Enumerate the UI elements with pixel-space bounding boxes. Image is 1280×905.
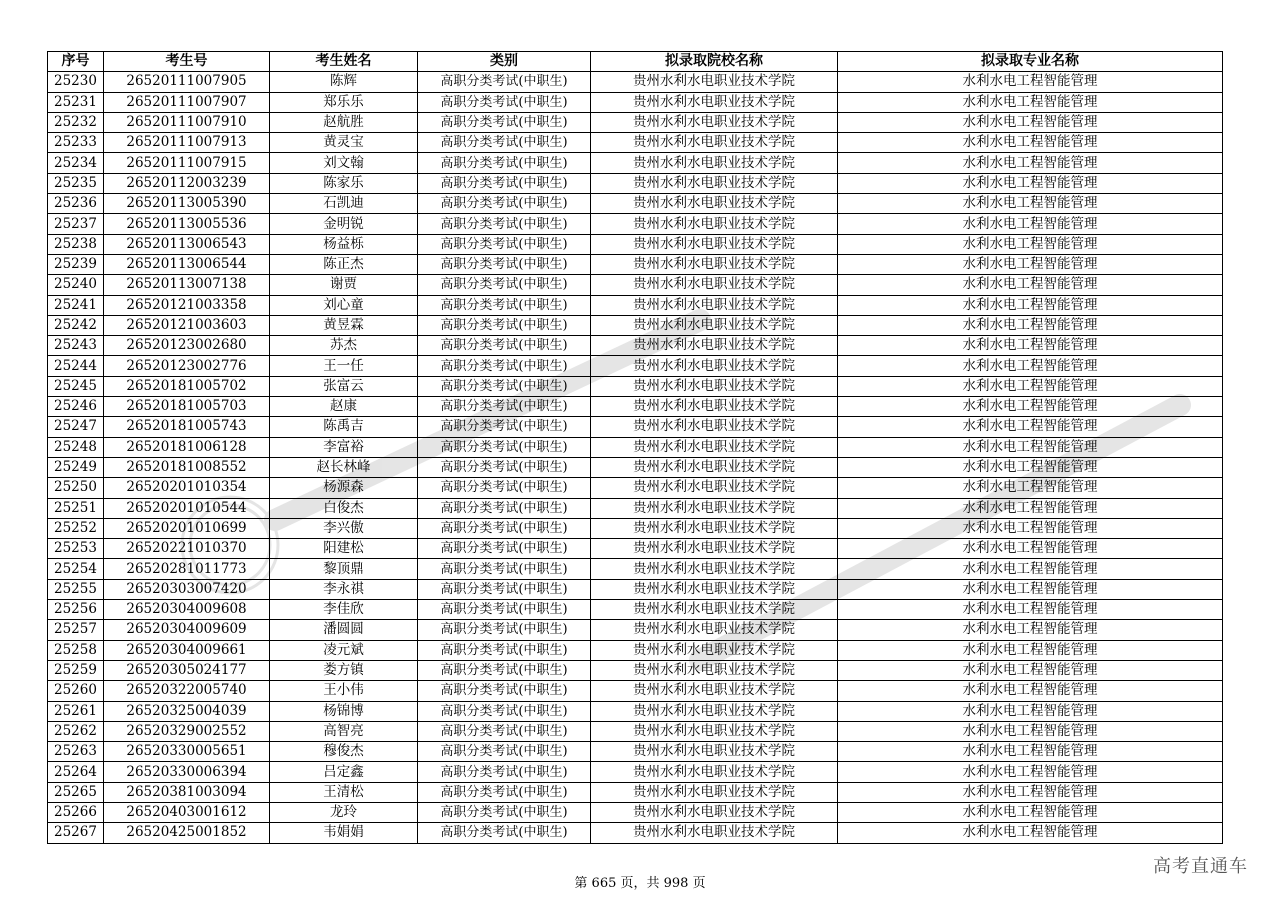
cell-exam-id: 26520403001612 (104, 802, 270, 822)
cell-name: 黎顶鼎 (270, 559, 418, 579)
cell-exam-id: 26520381003094 (104, 782, 270, 802)
cell-exam-id: 26520181006128 (104, 437, 270, 457)
cell-name: 韦娟娟 (270, 823, 418, 843)
cell-seq: 25237 (48, 214, 104, 234)
cell-exam-id: 26520181005702 (104, 376, 270, 396)
cell-category: 高职分类考试(中职生) (418, 762, 591, 782)
table-row (48, 742, 1223, 762)
cell-category: 高职分类考试(中职生) (418, 112, 591, 132)
cell-exam-id: 26520425001852 (104, 823, 270, 843)
table-row (48, 72, 1223, 92)
cell-major: 水利水电工程智能管理 (838, 762, 1223, 782)
cell-school: 贵州水利水电职业技术学院 (591, 640, 838, 660)
cell-school: 贵州水利水电职业技术学院 (591, 600, 838, 620)
table-row (48, 640, 1223, 660)
cell-school: 贵州水利水电职业技术学院 (591, 356, 838, 376)
cell-name: 郑乐乐 (270, 92, 418, 112)
cell-major: 水利水电工程智能管理 (838, 660, 1223, 680)
cell-major: 水利水电工程智能管理 (838, 417, 1223, 437)
cell-exam-id: 26520113007138 (104, 275, 270, 295)
cell-seq: 25259 (48, 660, 104, 680)
cell-school: 贵州水利水电职业技术学院 (591, 539, 838, 559)
table-row (48, 92, 1223, 112)
cell-seq: 25244 (48, 356, 104, 376)
cell-seq: 25232 (48, 112, 104, 132)
header-name: 考生姓名 (270, 52, 418, 72)
cell-major: 水利水电工程智能管理 (838, 823, 1223, 843)
table-row (48, 660, 1223, 680)
cell-category: 高职分类考试(中职生) (418, 660, 591, 680)
table-row (48, 600, 1223, 620)
cell-major: 水利水电工程智能管理 (838, 782, 1223, 802)
cell-school: 贵州水利水电职业技术学院 (591, 721, 838, 741)
cell-category: 高职分类考试(中职生) (418, 681, 591, 701)
cell-exam-id: 26520113006543 (104, 234, 270, 254)
cell-exam-id: 26520281011773 (104, 559, 270, 579)
cell-exam-id: 26520123002776 (104, 356, 270, 376)
cell-category: 高职分类考试(中职生) (418, 518, 591, 538)
cell-name: 赵长林峰 (270, 457, 418, 477)
cell-seq: 25240 (48, 275, 104, 295)
table-row (48, 336, 1223, 356)
cell-major: 水利水电工程智能管理 (838, 336, 1223, 356)
cell-seq: 25250 (48, 478, 104, 498)
cell-category: 高职分类考试(中职生) (418, 437, 591, 457)
cell-school: 贵州水利水电职业技术学院 (591, 153, 838, 173)
cell-category: 高职分类考试(中职生) (418, 640, 591, 660)
cell-seq: 25236 (48, 194, 104, 214)
cell-major: 水利水电工程智能管理 (838, 539, 1223, 559)
cell-school: 贵州水利水电职业技术学院 (591, 823, 838, 843)
cell-exam-id: 26520181005703 (104, 397, 270, 417)
cell-exam-id: 26520201010544 (104, 498, 270, 518)
cell-major: 水利水电工程智能管理 (838, 397, 1223, 417)
cell-major: 水利水电工程智能管理 (838, 356, 1223, 376)
cell-name: 赵康 (270, 397, 418, 417)
table-row (48, 417, 1223, 437)
cell-category: 高职分类考试(中职生) (418, 457, 591, 477)
table-row (48, 802, 1223, 822)
cell-category: 高职分类考试(中职生) (418, 701, 591, 721)
cell-seq: 25248 (48, 437, 104, 457)
cell-school: 贵州水利水电职业技术学院 (591, 457, 838, 477)
cell-exam-id: 26520181008552 (104, 457, 270, 477)
table-row (48, 376, 1223, 396)
cell-seq: 25231 (48, 92, 104, 112)
cell-seq: 25249 (48, 457, 104, 477)
cell-seq: 25245 (48, 376, 104, 396)
cell-name: 高智亮 (270, 721, 418, 741)
table-row (48, 762, 1223, 782)
cell-school: 贵州水利水电职业技术学院 (591, 397, 838, 417)
cell-category: 高职分类考试(中职生) (418, 742, 591, 762)
cell-category: 高职分类考试(中职生) (418, 782, 591, 802)
cell-seq: 25247 (48, 417, 104, 437)
cell-major: 水利水电工程智能管理 (838, 133, 1223, 153)
table-row (48, 539, 1223, 559)
cell-exam-id: 26520181005743 (104, 417, 270, 437)
cell-category: 高职分类考试(中职生) (418, 173, 591, 193)
cell-school: 贵州水利水电职业技术学院 (591, 782, 838, 802)
cell-exam-id: 26520304009661 (104, 640, 270, 660)
cell-name: 阳建松 (270, 539, 418, 559)
cell-major: 水利水电工程智能管理 (838, 559, 1223, 579)
cell-name: 杨锦博 (270, 701, 418, 721)
table-row (48, 214, 1223, 234)
cell-category: 高职分类考试(中职生) (418, 417, 591, 437)
cell-name: 王小伟 (270, 681, 418, 701)
cell-seq: 25264 (48, 762, 104, 782)
table-row (48, 173, 1223, 193)
header-category: 类别 (418, 52, 591, 72)
cell-category: 高职分类考试(中职生) (418, 254, 591, 274)
cell-major: 水利水电工程智能管理 (838, 194, 1223, 214)
cell-category: 高职分类考试(中职生) (418, 295, 591, 315)
cell-major: 水利水电工程智能管理 (838, 437, 1223, 457)
table-row (48, 315, 1223, 335)
cell-category: 高职分类考试(中职生) (418, 478, 591, 498)
cell-school: 贵州水利水电职业技术学院 (591, 701, 838, 721)
cell-seq: 25256 (48, 600, 104, 620)
table-row (48, 478, 1223, 498)
cell-school: 贵州水利水电职业技术学院 (591, 376, 838, 396)
cell-name: 李兴傲 (270, 518, 418, 538)
cell-school: 贵州水利水电职业技术学院 (591, 579, 838, 599)
cell-seq: 25239 (48, 254, 104, 274)
cell-category: 高职分类考试(中职生) (418, 397, 591, 417)
table-row (48, 275, 1223, 295)
cell-seq: 25251 (48, 498, 104, 518)
cell-major: 水利水电工程智能管理 (838, 620, 1223, 640)
cell-exam-id: 26520121003358 (104, 295, 270, 315)
cell-seq: 25261 (48, 701, 104, 721)
cell-name: 吕定鑫 (270, 762, 418, 782)
cell-exam-id: 26520113005536 (104, 214, 270, 234)
table-row (48, 701, 1223, 721)
table-row (48, 579, 1223, 599)
cell-major: 水利水电工程智能管理 (838, 315, 1223, 335)
cell-category: 高职分类考试(中职生) (418, 234, 591, 254)
cell-name: 黄昱霖 (270, 315, 418, 335)
cell-category: 高职分类考试(中职生) (418, 275, 591, 295)
cell-major: 水利水电工程智能管理 (838, 275, 1223, 295)
cell-name: 李富裕 (270, 437, 418, 457)
cell-exam-id: 26520329002552 (104, 721, 270, 741)
cell-major: 水利水电工程智能管理 (838, 498, 1223, 518)
cell-seq: 25238 (48, 234, 104, 254)
cell-name: 李佳欣 (270, 600, 418, 620)
cell-school: 贵州水利水电职业技术学院 (591, 498, 838, 518)
cell-school: 贵州水利水电职业技术学院 (591, 518, 838, 538)
cell-seq: 25242 (48, 315, 104, 335)
table-row (48, 194, 1223, 214)
cell-school: 贵州水利水电职业技术学院 (591, 275, 838, 295)
cell-school: 贵州水利水电职业技术学院 (591, 133, 838, 153)
cell-exam-id: 26520111007910 (104, 112, 270, 132)
cell-name: 赵航胜 (270, 112, 418, 132)
cell-school: 贵州水利水电职业技术学院 (591, 620, 838, 640)
cell-category: 高职分类考试(中职生) (418, 600, 591, 620)
table-row (48, 112, 1223, 132)
cell-school: 贵州水利水电职业技术学院 (591, 478, 838, 498)
cell-major: 水利水电工程智能管理 (838, 234, 1223, 254)
cell-school: 贵州水利水电职业技术学院 (591, 417, 838, 437)
admission-table-container (47, 51, 1222, 844)
cell-school: 贵州水利水电职业技术学院 (591, 762, 838, 782)
cell-category: 高职分类考试(中职生) (418, 336, 591, 356)
cell-exam-id: 26520330005651 (104, 742, 270, 762)
table-row (48, 234, 1223, 254)
cell-seq: 25255 (48, 579, 104, 599)
cell-name: 陈禹吉 (270, 417, 418, 437)
cell-exam-id: 26520305024177 (104, 660, 270, 680)
cell-school: 贵州水利水电职业技术学院 (591, 72, 838, 92)
cell-exam-id: 26520304009608 (104, 600, 270, 620)
cell-name: 白俊杰 (270, 498, 418, 518)
cell-major: 水利水电工程智能管理 (838, 295, 1223, 315)
cell-major: 水利水电工程智能管理 (838, 802, 1223, 822)
table-row (48, 721, 1223, 741)
cell-major: 水利水电工程智能管理 (838, 742, 1223, 762)
cell-name: 王一任 (270, 356, 418, 376)
cell-category: 高职分类考试(中职生) (418, 133, 591, 153)
admission-table (47, 51, 1223, 844)
cell-major: 水利水电工程智能管理 (838, 701, 1223, 721)
cell-seq: 25260 (48, 681, 104, 701)
cell-major: 水利水电工程智能管理 (838, 721, 1223, 741)
cell-name: 金明锐 (270, 214, 418, 234)
cell-category: 高职分类考试(中职生) (418, 356, 591, 376)
cell-school: 贵州水利水电职业技术学院 (591, 234, 838, 254)
cell-school: 贵州水利水电职业技术学院 (591, 112, 838, 132)
cell-major: 水利水电工程智能管理 (838, 92, 1223, 112)
cell-major: 水利水电工程智能管理 (838, 254, 1223, 274)
table-row (48, 518, 1223, 538)
cell-exam-id: 26520121003603 (104, 315, 270, 335)
cell-exam-id: 26520111007915 (104, 153, 270, 173)
cell-school: 贵州水利水电职业技术学院 (591, 173, 838, 193)
cell-exam-id: 26520330006394 (104, 762, 270, 782)
table-row (48, 254, 1223, 274)
cell-major: 水利水电工程智能管理 (838, 600, 1223, 620)
cell-school: 贵州水利水电职业技术学院 (591, 194, 838, 214)
cell-category: 高职分类考试(中职生) (418, 153, 591, 173)
cell-seq: 25254 (48, 559, 104, 579)
header-seq: 序号 (48, 52, 104, 72)
cell-seq: 25267 (48, 823, 104, 843)
cell-category: 高职分类考试(中职生) (418, 823, 591, 843)
cell-major: 水利水电工程智能管理 (838, 214, 1223, 234)
cell-seq: 25257 (48, 620, 104, 640)
cell-exam-id: 26520111007913 (104, 133, 270, 153)
table-row (48, 457, 1223, 477)
cell-major: 水利水电工程智能管理 (838, 153, 1223, 173)
table-row (48, 782, 1223, 802)
cell-major: 水利水电工程智能管理 (838, 518, 1223, 538)
table-row (48, 620, 1223, 640)
table-row (48, 133, 1223, 153)
cell-exam-id: 26520201010699 (104, 518, 270, 538)
cell-category: 高职分类考试(中职生) (418, 214, 591, 234)
table-row (48, 397, 1223, 417)
header-exam-id: 考生号 (104, 52, 270, 72)
cell-name: 杨源森 (270, 478, 418, 498)
cell-category: 高职分类考试(中职生) (418, 376, 591, 396)
cell-exam-id: 26520221010370 (104, 539, 270, 559)
table-row (48, 153, 1223, 173)
cell-seq: 25241 (48, 295, 104, 315)
cell-name: 刘文翰 (270, 153, 418, 173)
cell-exam-id: 26520303007420 (104, 579, 270, 599)
cell-name: 陈家乐 (270, 173, 418, 193)
cell-major: 水利水电工程智能管理 (838, 681, 1223, 701)
cell-seq: 25253 (48, 539, 104, 559)
table-row (48, 681, 1223, 701)
cell-name: 王清松 (270, 782, 418, 802)
table-header-row (48, 52, 1223, 72)
cell-major: 水利水电工程智能管理 (838, 640, 1223, 660)
cell-category: 高职分类考试(中职生) (418, 194, 591, 214)
cell-seq: 25266 (48, 802, 104, 822)
cell-exam-id: 26520123002680 (104, 336, 270, 356)
cell-seq: 25234 (48, 153, 104, 173)
cell-exam-id: 26520201010354 (104, 478, 270, 498)
cell-major: 水利水电工程智能管理 (838, 173, 1223, 193)
cell-name: 刘心童 (270, 295, 418, 315)
cell-school: 贵州水利水电职业技术学院 (591, 802, 838, 822)
cell-exam-id: 26520113005390 (104, 194, 270, 214)
brand-label: 高考直通车 (1153, 856, 1248, 877)
cell-exam-id: 26520112003239 (104, 173, 270, 193)
cell-name: 苏杰 (270, 336, 418, 356)
cell-name: 娄方镇 (270, 660, 418, 680)
cell-name: 黄灵宝 (270, 133, 418, 153)
cell-seq: 25243 (48, 336, 104, 356)
table-row (48, 356, 1223, 376)
cell-category: 高职分类考试(中职生) (418, 559, 591, 579)
cell-school: 贵州水利水电职业技术学院 (591, 214, 838, 234)
cell-category: 高职分类考试(中职生) (418, 92, 591, 112)
table-row (48, 823, 1223, 843)
cell-exam-id: 26520113006544 (104, 254, 270, 274)
cell-school: 贵州水利水电职业技术学院 (591, 559, 838, 579)
table-row (48, 295, 1223, 315)
cell-name: 李永祺 (270, 579, 418, 599)
cell-category: 高职分类考试(中职生) (418, 579, 591, 599)
cell-category: 高职分类考试(中职生) (418, 802, 591, 822)
cell-name: 凌元斌 (270, 640, 418, 660)
cell-major: 水利水电工程智能管理 (838, 579, 1223, 599)
cell-school: 贵州水利水电职业技术学院 (591, 295, 838, 315)
cell-school: 贵州水利水电职业技术学院 (591, 315, 838, 335)
cell-seq: 25246 (48, 397, 104, 417)
cell-exam-id: 26520304009609 (104, 620, 270, 640)
cell-school: 贵州水利水电职业技术学院 (591, 437, 838, 457)
cell-school: 贵州水利水电职业技术学院 (591, 254, 838, 274)
cell-exam-id: 26520325004039 (104, 701, 270, 721)
cell-category: 高职分类考试(中职生) (418, 721, 591, 741)
cell-name: 潘圆圆 (270, 620, 418, 640)
cell-name: 陈正杰 (270, 254, 418, 274)
table-row (48, 498, 1223, 518)
cell-name: 穆俊杰 (270, 742, 418, 762)
cell-category: 高职分类考试(中职生) (418, 72, 591, 92)
cell-major: 水利水电工程智能管理 (838, 478, 1223, 498)
cell-seq: 25233 (48, 133, 104, 153)
cell-school: 贵州水利水电职业技术学院 (591, 92, 838, 112)
cell-seq: 25262 (48, 721, 104, 741)
header-school: 拟录取院校名称 (591, 52, 838, 72)
cell-exam-id: 26520111007905 (104, 72, 270, 92)
cell-seq: 25230 (48, 72, 104, 92)
cell-school: 贵州水利水电职业技术学院 (591, 336, 838, 356)
header-major: 拟录取专业名称 (838, 52, 1223, 72)
cell-school: 贵州水利水电职业技术学院 (591, 660, 838, 680)
cell-exam-id: 26520322005740 (104, 681, 270, 701)
cell-major: 水利水电工程智能管理 (838, 72, 1223, 92)
page-footer: 第 665 页，共 998 页 (574, 876, 706, 891)
cell-name: 陈辉 (270, 72, 418, 92)
cell-name: 张富云 (270, 376, 418, 396)
cell-name: 谢贾 (270, 275, 418, 295)
cell-category: 高职分类考试(中职生) (418, 539, 591, 559)
cell-major: 水利水电工程智能管理 (838, 457, 1223, 477)
cell-exam-id: 26520111007907 (104, 92, 270, 112)
cell-seq: 25235 (48, 173, 104, 193)
cell-category: 高职分类考试(中职生) (418, 498, 591, 518)
cell-major: 水利水电工程智能管理 (838, 376, 1223, 396)
cell-seq: 25263 (48, 742, 104, 762)
table-row (48, 437, 1223, 457)
cell-name: 石凯迪 (270, 194, 418, 214)
cell-category: 高职分类考试(中职生) (418, 315, 591, 335)
table-row (48, 559, 1223, 579)
cell-seq: 25265 (48, 782, 104, 802)
cell-name: 杨益栎 (270, 234, 418, 254)
cell-category: 高职分类考试(中职生) (418, 620, 591, 640)
cell-school: 贵州水利水电职业技术学院 (591, 681, 838, 701)
cell-major: 水利水电工程智能管理 (838, 112, 1223, 132)
cell-school: 贵州水利水电职业技术学院 (591, 742, 838, 762)
cell-seq: 25252 (48, 518, 104, 538)
cell-name: 龙玲 (270, 802, 418, 822)
cell-seq: 25258 (48, 640, 104, 660)
